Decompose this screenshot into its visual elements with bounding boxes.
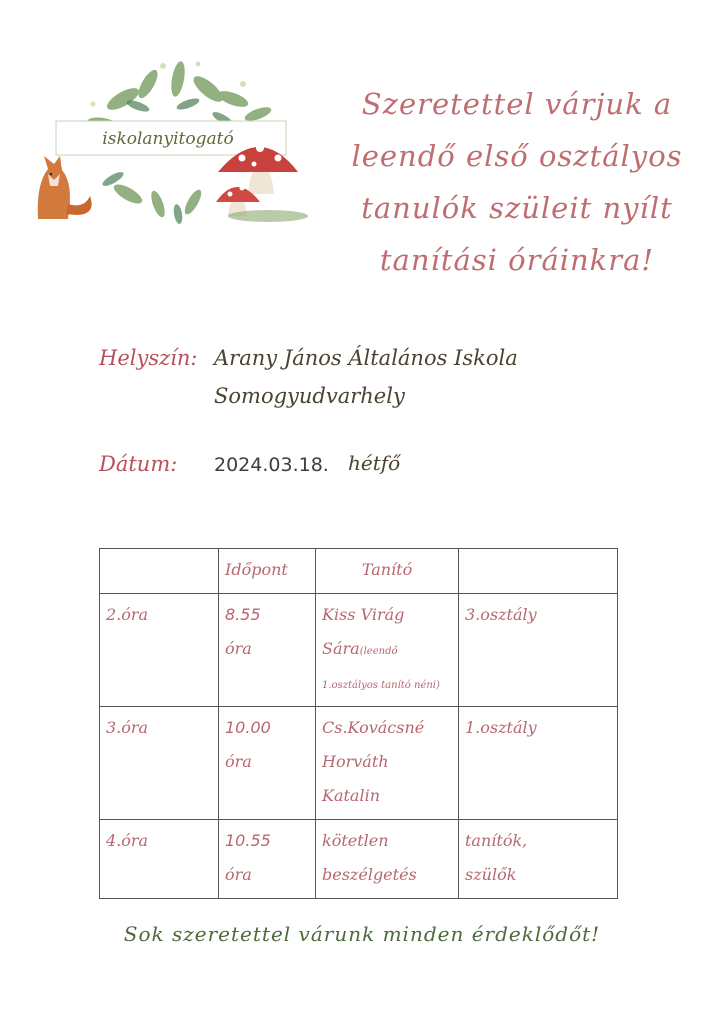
lesson-cell: 4.óra <box>100 820 219 899</box>
teacher-cell <box>316 707 459 820</box>
invitation-line: leendő első osztályos <box>351 139 683 173</box>
date-day: hétfő <box>348 451 401 475</box>
logo-text: iskolanyitogató <box>102 129 234 149</box>
class-cell <box>459 820 618 899</box>
lesson-cell: 2.óra <box>100 594 219 707</box>
lesson-cell: 3.óra <box>100 707 219 820</box>
location-town: Somogyudvarhely <box>214 384 405 408</box>
time-unit: óra <box>225 639 252 658</box>
table-row <box>100 707 618 820</box>
time-cell <box>219 594 316 707</box>
table-header-row <box>100 549 618 594</box>
invitation-text <box>322 78 712 286</box>
fox-icon <box>38 156 92 219</box>
teacher-cell <box>316 594 459 707</box>
invitation-line: Szeretettel várjuk a <box>361 87 673 121</box>
table-row <box>100 594 618 707</box>
class-name: tanítók, <box>465 831 528 850</box>
class-name-2: szülők <box>465 865 517 884</box>
teacher-name-2: Horváth <box>322 752 389 771</box>
teacher-name: Cs.Kovácsné <box>322 718 425 737</box>
time-value: 10.55 <box>225 831 271 850</box>
time-unit: óra <box>225 752 252 771</box>
date-label: Dátum: <box>99 452 178 476</box>
iskolanyitogato-logo <box>28 44 318 234</box>
time-value: 8.55 <box>225 605 261 624</box>
teacher-cell <box>316 820 459 899</box>
teacher-name-2: Sára <box>322 639 360 658</box>
class-cell: 3.osztály <box>459 594 618 707</box>
header-cell <box>100 549 219 594</box>
class-cell: 1.osztály <box>459 707 618 820</box>
header-cell: Tanító <box>316 549 459 594</box>
table-row <box>100 820 618 899</box>
time-unit: óra <box>225 865 252 884</box>
teacher-name: Kiss Virág <box>322 605 405 624</box>
time-value: 10.00 <box>225 718 271 737</box>
schedule-table <box>99 548 618 899</box>
logo-illustration <box>28 44 318 234</box>
time-cell <box>219 820 316 899</box>
mushroom-icon <box>216 144 308 222</box>
teacher-name-3: Katalin <box>322 786 380 805</box>
time-cell <box>219 707 316 820</box>
date-value: 2024.03.18. <box>214 454 329 476</box>
location-school: Arany János Általános Iskola <box>214 346 518 370</box>
header-cell <box>459 549 618 594</box>
header-cell: Időpont <box>219 549 316 594</box>
teacher-name-2: beszélgetés <box>322 865 417 884</box>
invitation-line: tanulók szüleit nyílt <box>361 191 673 225</box>
closing-message: Sok szeretettel várunk minden érdeklődőt! <box>123 922 601 946</box>
location-label: Helyszín: <box>99 346 198 370</box>
teacher-name: kötetlen <box>322 831 389 850</box>
teacher-note: (leendő 1.osztályos tanító néni) <box>322 646 440 691</box>
invitation-line: tanítási óráinkra! <box>379 243 655 277</box>
